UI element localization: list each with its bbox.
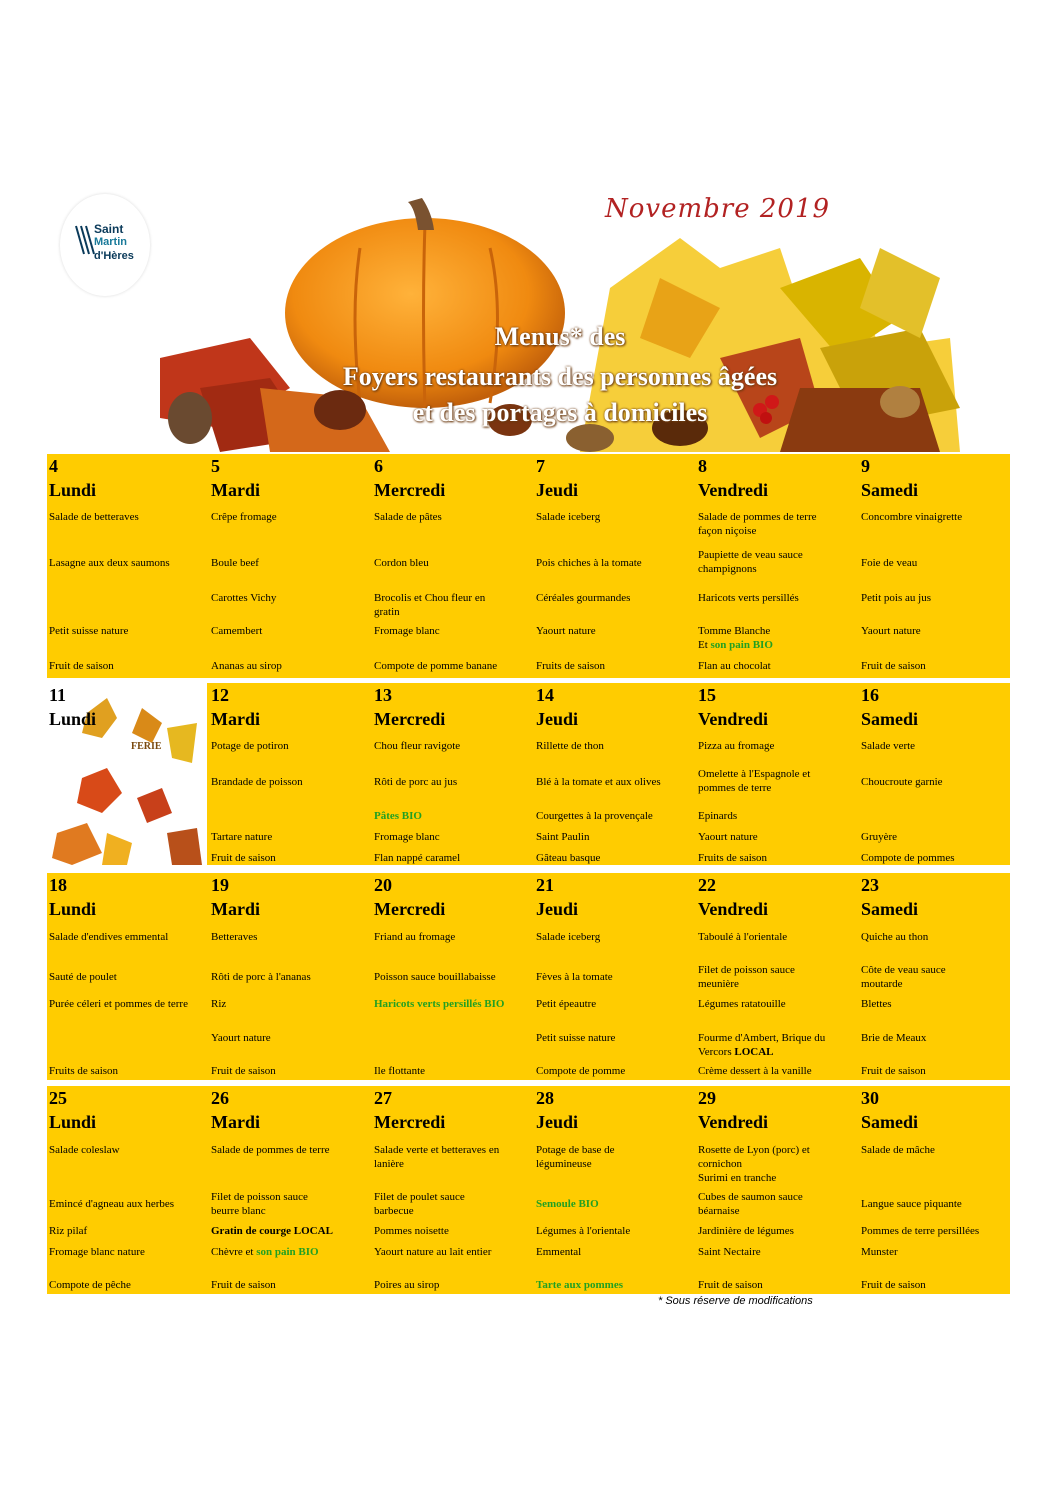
day-number: 22 bbox=[698, 875, 716, 895]
week-row-3 bbox=[47, 873, 1010, 1080]
menu-main: Choucroute garnie bbox=[861, 776, 943, 788]
menu-cheese: Petit suisse nature bbox=[536, 1032, 616, 1044]
menu-dessert: Fruits de saison bbox=[536, 660, 606, 672]
day-cell-6 bbox=[372, 454, 532, 678]
menu-starter: Salade de pâtes bbox=[374, 511, 442, 523]
menu-starter: Salade de mâche bbox=[861, 1144, 935, 1156]
menu-bread bbox=[698, 638, 853, 652]
logo-line-2: Martin bbox=[94, 236, 127, 248]
menu-dessert: Poires au sirop bbox=[374, 1279, 440, 1291]
menu-cheese: Yaourt nature bbox=[536, 625, 596, 637]
menu-main: Pois chiches à la tomate bbox=[536, 557, 642, 569]
day-number: 16 bbox=[861, 685, 879, 705]
menu-dessert: Tarte aux pommes bbox=[536, 1279, 623, 1291]
logo-line-1: Saint bbox=[94, 222, 124, 236]
menu-main: Filet de poisson sauce beurre blanc bbox=[211, 1191, 308, 1217]
day-name: Samedi bbox=[861, 899, 919, 919]
menu-main: Filet de poulet sauce barbecue bbox=[374, 1191, 465, 1217]
menu-cheese: Fromage blanc bbox=[374, 625, 440, 637]
menu-dessert: Fruit de saison bbox=[211, 852, 276, 864]
menu-main: Filet de poisson sauce meunière bbox=[698, 964, 795, 990]
day-name: Samedi bbox=[861, 709, 919, 729]
menu-starter: Pizza au fromage bbox=[698, 740, 775, 752]
day-number: 9 bbox=[861, 456, 870, 476]
day-cell-13 bbox=[372, 683, 532, 865]
menu-starter: Potage de potiron bbox=[211, 740, 289, 752]
menu-main: Semoule BIO bbox=[536, 1198, 599, 1210]
month-title: Novembre 2019 bbox=[605, 194, 831, 224]
day-number: 20 bbox=[374, 875, 392, 895]
menu-cheese bbox=[211, 1245, 366, 1259]
day-name: Mercredi bbox=[374, 480, 446, 500]
day-name: Mardi bbox=[211, 899, 260, 919]
day-name: Vendredi bbox=[698, 480, 769, 500]
day-number: 4 bbox=[49, 456, 58, 476]
day-number: 25 bbox=[49, 1088, 67, 1108]
footnote: * Sous réserve de modifications bbox=[658, 1295, 813, 1307]
day-cell-15 bbox=[696, 683, 856, 865]
day-cell-26 bbox=[209, 1086, 369, 1294]
day-name: Samedi bbox=[861, 1112, 919, 1132]
menu-side: Blettes bbox=[861, 998, 892, 1010]
menu-dessert: Fruit de saison bbox=[698, 1279, 763, 1291]
menu-side: Gratin de courge LOCAL bbox=[211, 1225, 333, 1237]
menu-starter: Crêpe fromage bbox=[211, 511, 277, 523]
day-cell-16 bbox=[859, 683, 1019, 865]
day-cell-14 bbox=[534, 683, 694, 865]
menu-starter: Rosette de Lyon (porc) et cornichon bbox=[698, 1144, 810, 1170]
menu-starter: Salade d'endives emmental bbox=[49, 931, 169, 943]
menu-side: Brocolis et Chou fleur en gratin bbox=[374, 592, 486, 618]
week-row-1 bbox=[47, 454, 1010, 678]
day-number: 7 bbox=[536, 456, 545, 476]
day-cell-11-holiday bbox=[47, 683, 207, 865]
menu-starter: Salade iceberg bbox=[536, 931, 601, 943]
menu-main: Rôti de porc à l'ananas bbox=[211, 971, 311, 983]
menu-side: Riz bbox=[211, 998, 227, 1010]
day-number: 30 bbox=[861, 1088, 879, 1108]
menu-main: Cordon bleu bbox=[374, 557, 429, 569]
day-cell-12 bbox=[209, 683, 369, 865]
day-number: 8 bbox=[698, 456, 707, 476]
menu-main: Langue sauce piquante bbox=[861, 1198, 962, 1210]
cheese-text: Chèvre et bbox=[211, 1246, 254, 1258]
menu-dessert: Compote de pomme banane bbox=[374, 660, 498, 672]
menu-cheese: Yaourt nature bbox=[698, 831, 758, 843]
menu-cheese: Brie de Meaux bbox=[861, 1032, 927, 1044]
menu-side: Légumes à l'orientale bbox=[536, 1225, 631, 1237]
menu-cheese: Saint Paulin bbox=[536, 831, 590, 843]
menu-dessert: Compote de pêche bbox=[49, 1279, 131, 1291]
menu-main: Fèves à la tomate bbox=[536, 971, 613, 983]
menu-cheese: Tartare nature bbox=[211, 831, 273, 843]
day-name: Jeudi bbox=[536, 709, 579, 729]
menu-main: Brandade de poisson bbox=[211, 776, 303, 788]
menu-side: Epinards bbox=[698, 810, 738, 822]
day-number: 11 bbox=[49, 685, 67, 705]
day-number: 29 bbox=[698, 1088, 716, 1108]
day-number: 23 bbox=[861, 875, 879, 895]
day-name: Mercredi bbox=[374, 899, 446, 919]
menu-main: Cubes de saumon sauce béarnaise bbox=[698, 1191, 803, 1217]
day-name: Samedi bbox=[861, 480, 919, 500]
day-name: Jeudi bbox=[536, 1112, 579, 1132]
menu-cheese: Fromage blanc nature bbox=[49, 1246, 145, 1258]
holiday-label: FERIE bbox=[131, 741, 162, 752]
menu-dessert: Fruits de saison bbox=[49, 1065, 119, 1077]
day-cell-19 bbox=[209, 873, 369, 1080]
menu-main: Lasagne aux deux saumons bbox=[49, 557, 170, 569]
menu-dessert: Flan nappé caramel bbox=[374, 852, 461, 864]
bio-label: son pain BIO bbox=[256, 1246, 319, 1258]
day-name: Mardi bbox=[211, 1112, 260, 1132]
menu-side: Purée céleri et pommes de terre bbox=[49, 998, 188, 1010]
day-cell-4 bbox=[47, 454, 207, 678]
day-number: 5 bbox=[211, 456, 220, 476]
logo-mark-icon bbox=[74, 224, 96, 264]
day-name: Mercredi bbox=[374, 1112, 446, 1132]
menu-side: Pommes noisette bbox=[374, 1225, 449, 1237]
day-cell-9 bbox=[859, 454, 1019, 678]
day-cell-27 bbox=[372, 1086, 532, 1294]
menu-cheese: Saint Nectaire bbox=[698, 1246, 761, 1258]
day-cell-8 bbox=[696, 454, 856, 678]
day-name: Lundi bbox=[49, 709, 97, 729]
menu-starter: Concombre vinaigrette bbox=[861, 511, 963, 523]
menu-dessert: Fruit de saison bbox=[211, 1279, 276, 1291]
menu-starter: Taboulé à l'orientale bbox=[698, 931, 788, 943]
day-cell-28 bbox=[534, 1086, 694, 1294]
day-name: Vendredi bbox=[698, 709, 769, 729]
day-name: Jeudi bbox=[536, 899, 579, 919]
menu-starter: Friand au fromage bbox=[374, 931, 456, 943]
day-cell-20 bbox=[372, 873, 532, 1080]
menu-dessert: Fruit de saison bbox=[211, 1065, 276, 1077]
menu-cheese: Munster bbox=[861, 1246, 898, 1258]
day-name: Jeudi bbox=[536, 480, 579, 500]
menu-title-line-2: Foyers restaurants des personnes âgées bbox=[342, 362, 778, 391]
menu-cheese: Petit suisse nature bbox=[49, 625, 129, 637]
menu-starter-extra: Surimi en tranche bbox=[698, 1172, 777, 1184]
menu-cheese: Camembert bbox=[211, 625, 263, 637]
day-name: Lundi bbox=[49, 899, 97, 919]
day-name: Mardi bbox=[211, 709, 260, 729]
menu-starter: Chou fleur ravigote bbox=[374, 740, 461, 752]
city-logo bbox=[60, 194, 150, 296]
menu-side: Riz pilaf bbox=[49, 1225, 88, 1237]
day-cell-22 bbox=[696, 873, 856, 1080]
menu-cheese: Yaourt nature bbox=[211, 1032, 271, 1044]
day-number: 26 bbox=[211, 1088, 229, 1108]
menu-side: Légumes ratatouille bbox=[698, 998, 786, 1010]
menu-cheese: Yaourt nature bbox=[861, 625, 921, 637]
bread-prefix: Et bbox=[698, 639, 711, 651]
menu-title-line-1: Menus* des bbox=[494, 322, 626, 351]
bio-label: son pain BIO bbox=[710, 639, 773, 651]
menu-dessert: Crème dessert à la vanille bbox=[698, 1065, 812, 1077]
day-cell-5 bbox=[209, 454, 369, 678]
day-cell-18 bbox=[47, 873, 207, 1080]
menu-starter: Salade verte et betteraves en lanière bbox=[374, 1144, 500, 1170]
menu-starter: Potage de base de légumineuse bbox=[536, 1144, 615, 1170]
menu-starter: Salade de pommes de terre façon niçoise bbox=[698, 511, 817, 537]
day-name: Mardi bbox=[211, 480, 260, 500]
menu-starter: Quiche au thon bbox=[861, 931, 929, 943]
day-cell-25 bbox=[47, 1086, 207, 1294]
day-name: Vendredi bbox=[698, 899, 769, 919]
day-number: 12 bbox=[211, 685, 229, 705]
menu-dessert: Compote de pomme bbox=[536, 1065, 626, 1077]
menu-dessert: Fruit de saison bbox=[861, 1065, 926, 1077]
menu-main: Emincé d'agneau aux herbes bbox=[49, 1198, 175, 1210]
day-number: 21 bbox=[536, 875, 554, 895]
menu-side: Petit épeautre bbox=[536, 998, 597, 1010]
local-label: LOCAL bbox=[734, 1046, 774, 1058]
menu-main: Côte de veau sauce moutarde bbox=[861, 964, 946, 990]
menu-dessert: Fruits de saison bbox=[698, 852, 768, 864]
menu-side: Petit pois au jus bbox=[861, 592, 931, 604]
menu-main: Omelette à l'Espagnole et pommes de terre bbox=[698, 768, 811, 794]
menu-main: Boule beef bbox=[211, 557, 259, 569]
cheese-text: Fourme d'Ambert, Brique du Vercors bbox=[698, 1032, 826, 1058]
menu-main: Blé à la tomate et aux olives bbox=[536, 776, 661, 788]
menu-dessert: Flan au chocolat bbox=[698, 660, 771, 672]
day-cell-30 bbox=[859, 1086, 1019, 1294]
day-cell-29 bbox=[696, 1086, 856, 1294]
menu-side: Pommes de terre persillées bbox=[861, 1225, 980, 1237]
week-row-4 bbox=[47, 1086, 1010, 1294]
menu-starter: Salade verte bbox=[861, 740, 916, 752]
menu-dessert: Ananas au sirop bbox=[211, 660, 282, 672]
menu-starter: Rillette de thon bbox=[536, 740, 604, 752]
menu-main: Poisson sauce bouillabaisse bbox=[374, 971, 496, 983]
day-number: 28 bbox=[536, 1088, 554, 1108]
logo-line-3: d'Hères bbox=[94, 250, 134, 262]
menu-starter: Salade iceberg bbox=[536, 511, 601, 523]
menu-side: Jardinière de légumes bbox=[698, 1225, 794, 1237]
menu-main: Rôti de porc au jus bbox=[374, 776, 458, 788]
menu-main: Paupiette de veau sauce champignons bbox=[698, 549, 803, 575]
menu-dessert: Gâteau basque bbox=[536, 852, 601, 864]
menu-dessert: Compote de pommes bbox=[861, 852, 955, 864]
day-number: 15 bbox=[698, 685, 716, 705]
menu-main: Foie de veau bbox=[861, 557, 918, 569]
menu-starter: Salade coleslaw bbox=[49, 1144, 120, 1156]
menu-cheese: Fromage blanc bbox=[374, 831, 440, 843]
menu-side: Haricots verts persillés BIO bbox=[374, 998, 505, 1010]
menu-side: Céréales gourmandes bbox=[536, 592, 631, 604]
menu-cheese bbox=[698, 1031, 853, 1059]
day-cell-7 bbox=[534, 454, 694, 678]
menu-title-line-3: et des portages à domiciles bbox=[412, 398, 708, 427]
week-row-2 bbox=[47, 683, 1010, 865]
day-cell-23 bbox=[859, 873, 1019, 1080]
menu-dessert: Fruit de saison bbox=[861, 1279, 926, 1291]
menu-cheese: Gruyère bbox=[861, 831, 898, 843]
menu-dessert: Fruit de saison bbox=[49, 660, 114, 672]
menu-side: Haricots verts persillés bbox=[698, 592, 799, 604]
day-name: Vendredi bbox=[698, 1112, 769, 1132]
menu-side: Courgettes à la provençale bbox=[536, 810, 653, 822]
menu-side: Pâtes BIO bbox=[374, 810, 422, 822]
day-name: Lundi bbox=[49, 480, 97, 500]
menu-dessert: Fruit de saison bbox=[861, 660, 926, 672]
day-name: Mercredi bbox=[374, 709, 446, 729]
day-number: 14 bbox=[536, 685, 554, 705]
menu-cheese: Yaourt nature au lait entier bbox=[374, 1246, 492, 1258]
menu-main: Sauté de poulet bbox=[49, 971, 117, 983]
menu-starter: Betteraves bbox=[211, 931, 258, 943]
day-number: 18 bbox=[49, 875, 67, 895]
day-number: 27 bbox=[374, 1088, 392, 1108]
day-cell-21 bbox=[534, 873, 694, 1080]
menu-cheese: Emmental bbox=[536, 1246, 582, 1258]
menu-starter: Salade de pommes de terre bbox=[211, 1144, 330, 1156]
menu-starter: Salade de betteraves bbox=[49, 511, 139, 523]
day-name: Lundi bbox=[49, 1112, 97, 1132]
day-number: 13 bbox=[374, 685, 392, 705]
menu-dessert: Ile flottante bbox=[374, 1065, 426, 1077]
day-number: 6 bbox=[374, 456, 383, 476]
day-number: 19 bbox=[211, 875, 229, 895]
menu-cheese: Tomme Blanche bbox=[698, 625, 771, 637]
menu-side: Carottes Vichy bbox=[211, 592, 277, 604]
